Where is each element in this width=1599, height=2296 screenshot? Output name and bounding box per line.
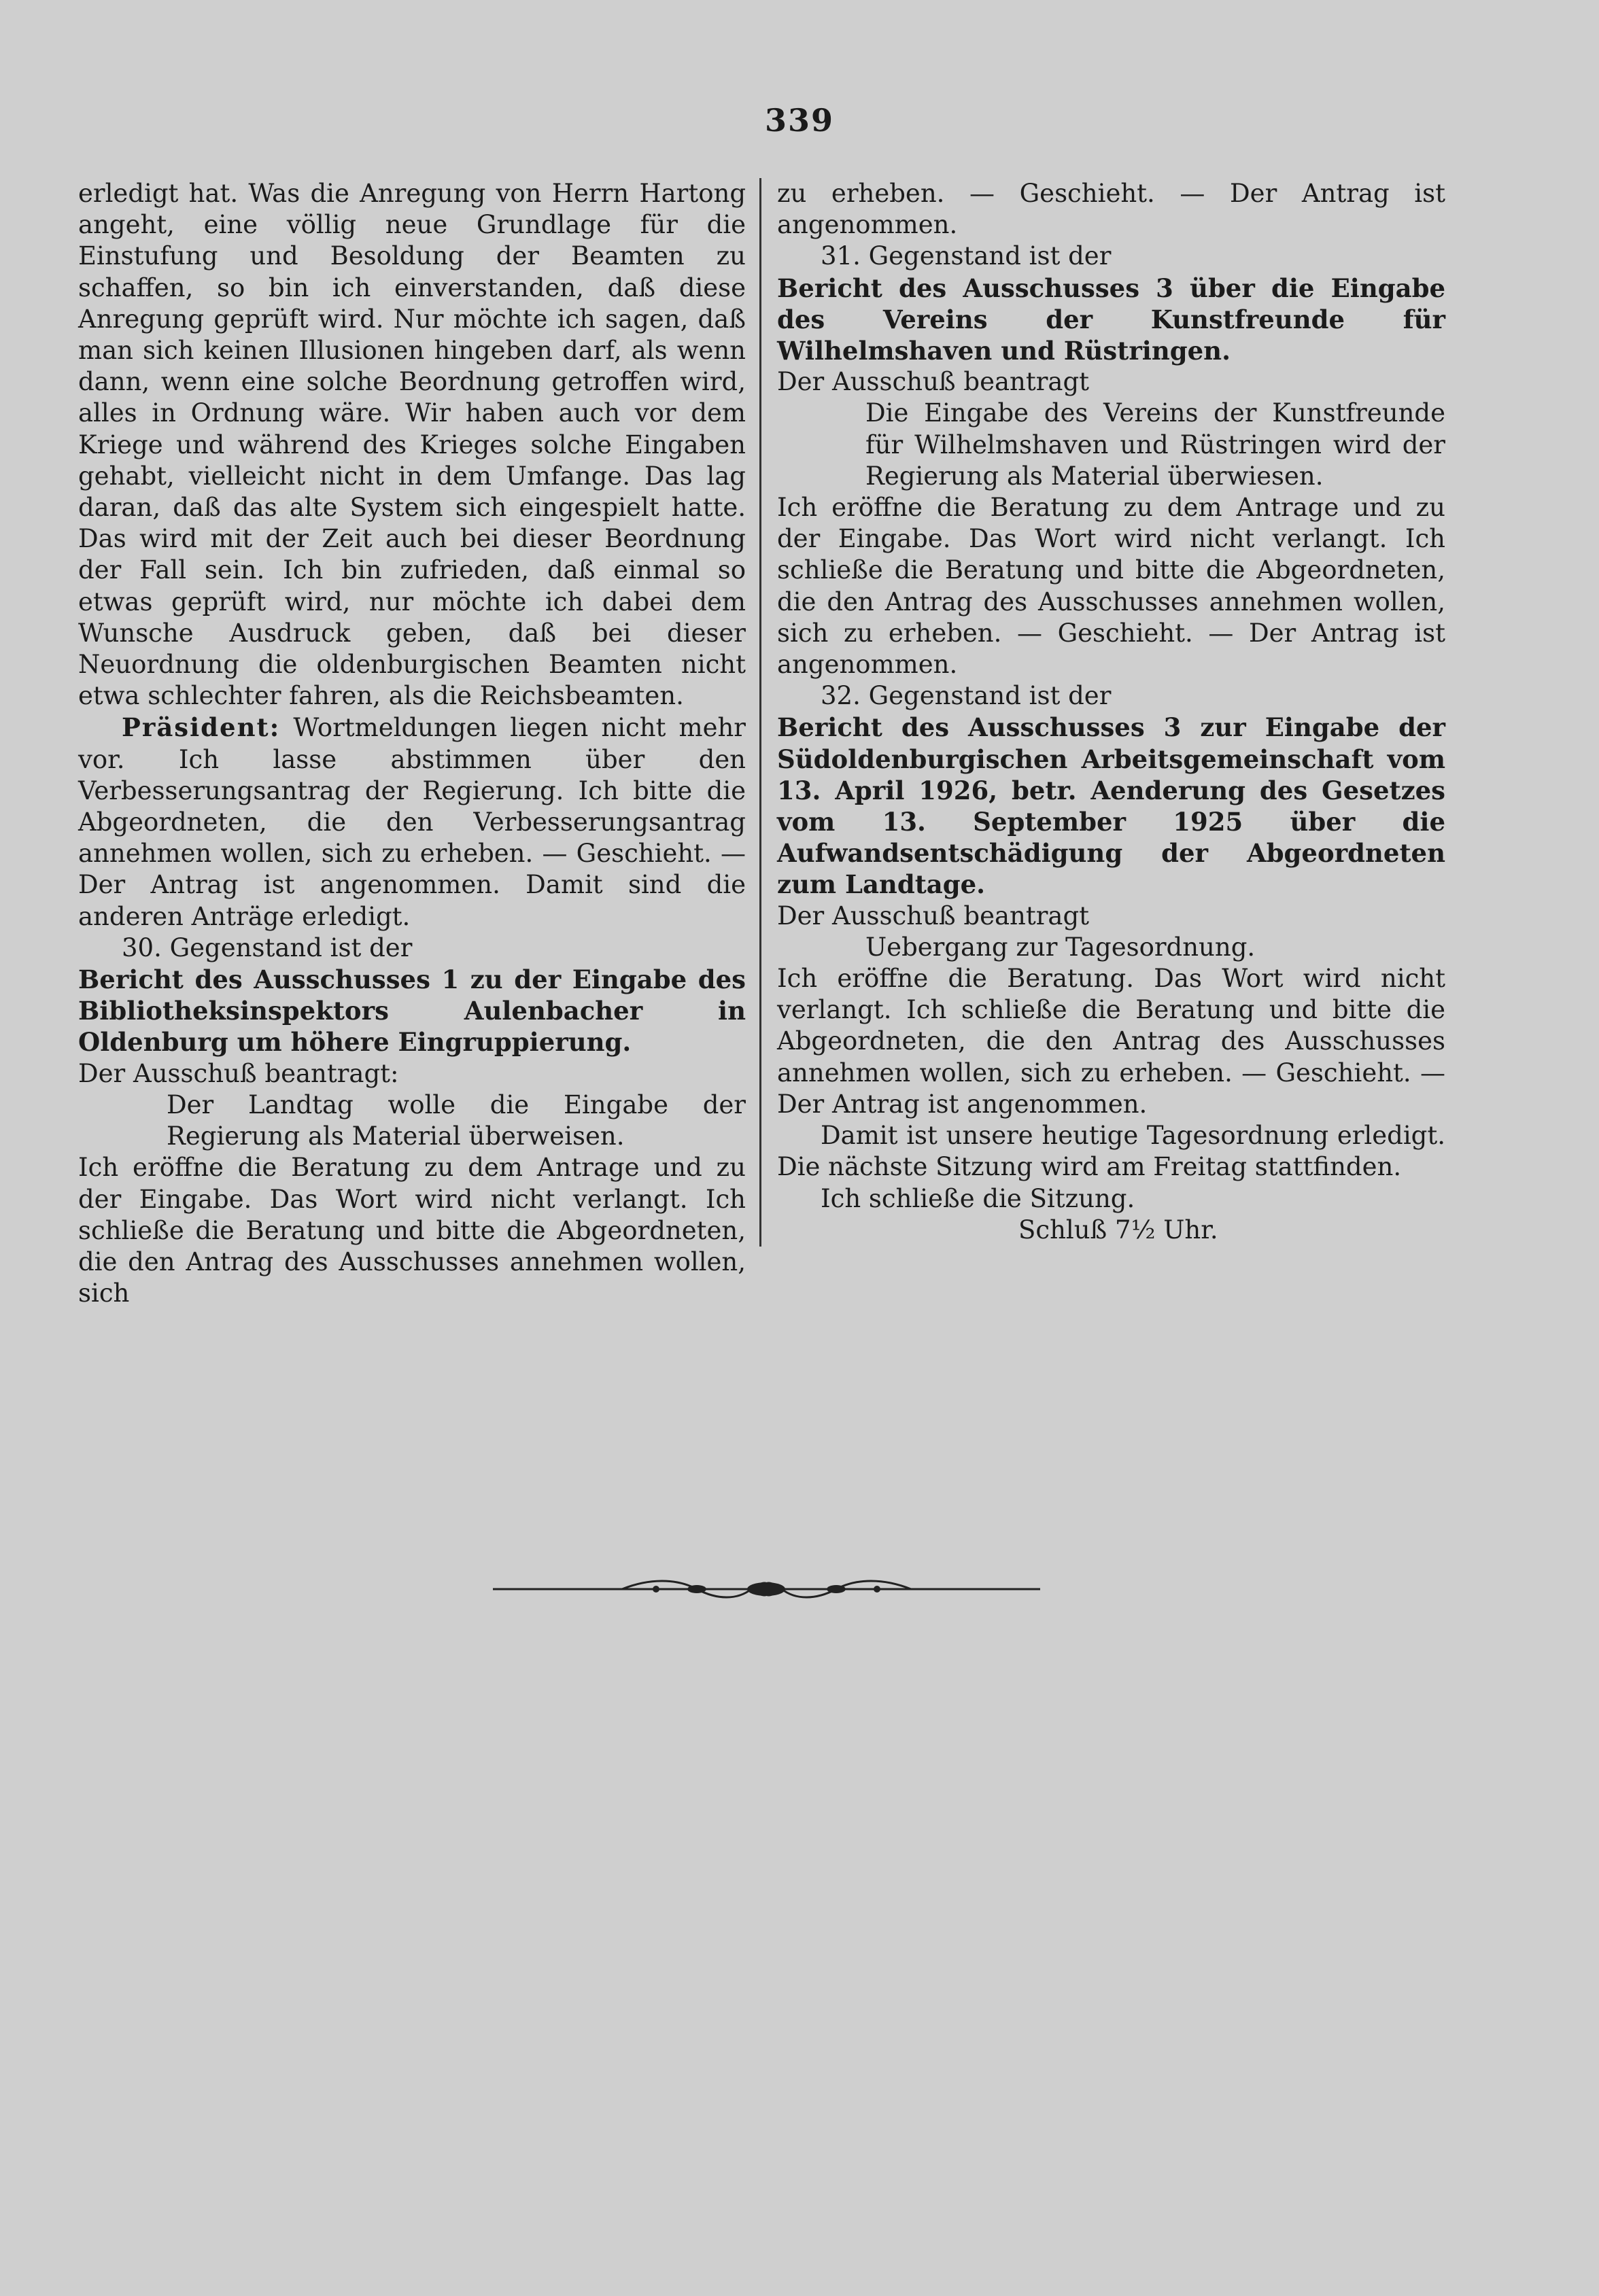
agenda-item-number: 32. Gegenstand ist der	[821, 681, 1112, 711]
speech-text: Wortmeldungen liegen nicht mehr vor. Ich lasse abstimmen über den Verbesserungsantrag der Regierung. Ich bitte die Abgeordneten, die den Verbesserungsantrag annehmen wollen, sich zu erheben. — Geschieht. — Der Antrag ist angenommen. Damit sind die anderen Anträge erledigt.	[78, 713, 746, 931]
left-column	[78, 178, 746, 1309]
report-heading: Bericht des Ausschusses 3 über die Eingabe des Vereins der Kunstfreunde für Wilhelmshaven und Rüstringen.	[777, 273, 1445, 366]
paragraph: Ich eröffne die Beratung zu dem Antrage und zu der Eingabe. Das Wort wird nicht verlangt. Ich schließe die Beratung und bitte die Abgeordneten, die den Antrag des Ausschusses annehmen wollen, sich	[78, 1153, 746, 1308]
speaker-label: Präsident:	[122, 712, 281, 743]
page-number: 339	[764, 102, 835, 139]
committee-motion-intro: Der Ausschuß beantragt:	[78, 1058, 399, 1088]
report-heading: Bericht des Ausschusses 3 zur Eingabe der Südoldenburgischen Arbeitsgemeinschaft vom 13. April 1926, betr. Aenderung des Gesetzes vom 13. September 1925 über die Aufwandsentschädigung der Abgeordneten zum Landtage.	[777, 712, 1445, 900]
paragraph: Damit ist unsere heutige Tagesordnung erledigt. Die nächste Sitzung wird am Freitag stattfinden.	[777, 1121, 1445, 1182]
column-divider	[759, 178, 761, 1247]
committee-motion-intro: Der Ausschuß beantragt	[777, 901, 1090, 930]
paragraph: erledigt hat. Was die Anregung von Herrn Hartong angeht, eine völlig neue Grundlage für die Einstufung und Besoldung der Beamten zu schaffen, so bin ich einverstanden, daß diese Anregung geprüft wird. Nur möchte ich sagen, daß man sich keinen Illusionen hingeben darf, als wenn dann, wenn eine solche Beordnung getroffen wird, alles in Ordnung wäre. Wir haben auch vor dem Kriege und während des Krieges solche Eingaben gehabt, vielleicht nicht in dem Umfange. Das lag daran, daß das alte System sich eingespielt hatte. Das wird mit der Zeit auch bei dieser Beordnung der Fall sein. Ich bin zufrieden, daß einmal so etwas geprüft wird, nur möchte ich dabei dem Wunsche Ausdruck geben, daß bei dieser Neuordnung die oldenburgischen Beamten nicht etwa schlechter fahren, als die Reichsbeamten.	[78, 179, 746, 711]
paragraph-president	[78, 712, 746, 932]
report-heading: Bericht des Ausschusses 1 zu der Eingabe des Bibliotheksinspektors Aulenbacher in Oldenburg um höhere Eingruppierung.	[78, 964, 746, 1058]
decorative-rule-ornament-icon	[493, 1576, 1040, 1603]
paragraph: Ich schließe die Sitzung.	[821, 1183, 1135, 1213]
paragraph: zu erheben. — Geschieht. — Der Antrag ist angenommen.	[777, 179, 1445, 240]
committee-motion: Uebergang zur Tagesordnung.	[865, 932, 1256, 962]
paragraph: Ich eröffne die Beratung zu dem Antrage und zu der Eingabe. Das Wort wird nicht verlangt. Ich schließe die Beratung und bitte die Abgeordneten, die den Antrag des Ausschusses annehmen wollen, sich zu erheben. — Geschieht. — Der Antrag ist angenommen.	[777, 493, 1445, 680]
committee-motion: Der Landtag wolle die Eingabe der Regierung als Material überweisen.	[167, 1090, 746, 1151]
paragraph: Ich eröffne die Beratung. Das Wort wird nicht verlangt. Ich schließe die Beratung und bitte die Abgeordneten, die den Antrag des Ausschusses annehmen wollen, sich zu erheben. — Geschieht. — Der Antrag ist angenommen.	[777, 964, 1445, 1119]
committee-motion-intro: Der Ausschuß beantragt	[777, 367, 1090, 397]
committee-motion: Die Eingabe des Vereins der Kunstfreunde für Wilhelmshaven und Rüstringen wird der Regierung als Material überwiesen.	[865, 398, 1445, 491]
right-column	[777, 178, 1445, 1246]
agenda-item-number: 31. Gegenstand ist der	[821, 241, 1112, 271]
agenda-item-number: 30. Gegenstand ist der	[122, 933, 413, 962]
closing-time: Schluß 7½ Uhr.	[1018, 1215, 1218, 1245]
